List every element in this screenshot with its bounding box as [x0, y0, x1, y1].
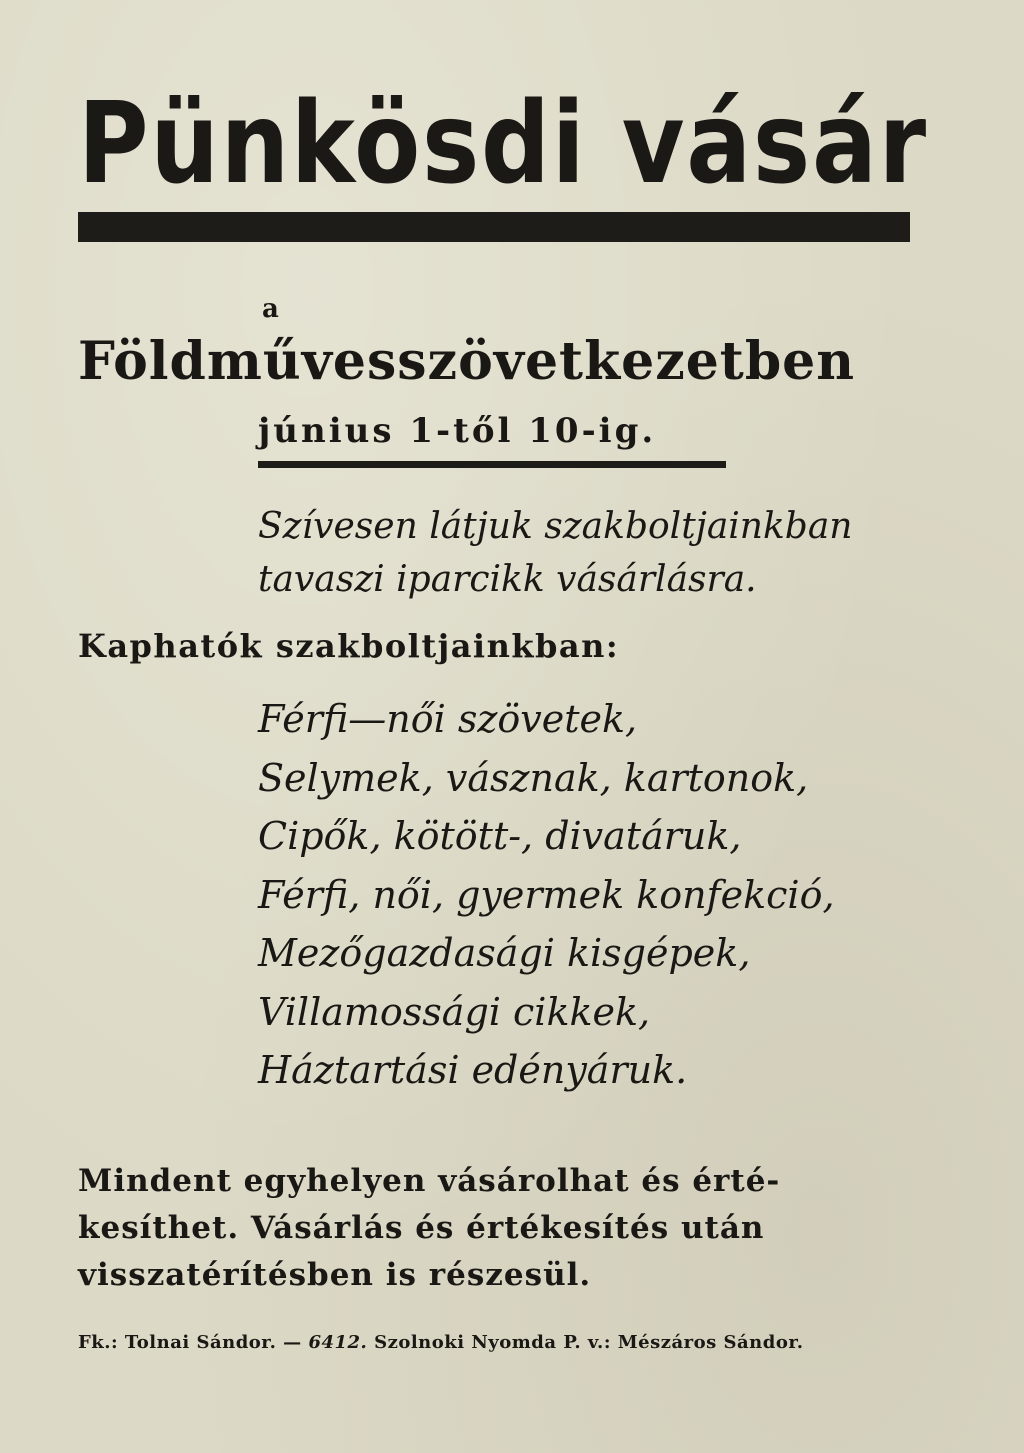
- invitation-line: Szívesen látjuk szakboltjainkban: [258, 506, 853, 547]
- publisher-credit: Fk.: Tolnai Sándor. —: [78, 1332, 302, 1353]
- print-credit-footer: [78, 1334, 803, 1352]
- print-number: 6412.: [308, 1332, 368, 1353]
- goods-list-item: Villamossági cikkek,: [258, 989, 651, 1034]
- goods-list-item: Cipők, kötött-, divatáruk,: [258, 814, 742, 858]
- title-underline-bar: [78, 212, 910, 242]
- goods-list-item: Selymek, vásznak, kartonok,: [258, 755, 809, 800]
- goods-list-item: Férfi, női, gyermek konfekció,: [258, 872, 835, 917]
- invitation-text: [258, 500, 938, 606]
- sale-dates: június 1-től 10-ig.: [258, 411, 657, 451]
- closing-line: kesíthet. Vásárlás és értékesítés után: [78, 1210, 765, 1246]
- goods-list: [258, 690, 958, 1100]
- article-word: a: [262, 294, 279, 324]
- closing-paragraph: [78, 1158, 918, 1299]
- available-heading: Kaphatók szakboltjainkban:: [78, 627, 620, 665]
- organization-name: Földművesszövetkezetben: [78, 331, 856, 392]
- goods-list-item: Háztartási edényáruk.: [258, 1048, 688, 1092]
- closing-line: visszatérítésben is részesül.: [78, 1257, 592, 1293]
- closing-line: Mindent egyhelyen vásárolhat és érté-: [78, 1163, 781, 1199]
- poster-title: Pünkösdi vásár: [78, 79, 928, 209]
- goods-list-item: Mezőgazdasági kisgépek,: [258, 931, 751, 975]
- dates-underline-bar: [258, 461, 726, 468]
- invitation-line: tavaszi iparcikk vásárlásra.: [258, 559, 757, 600]
- printer-credit: Szolnoki Nyomda P. v.: Mészáros Sándor.: [374, 1332, 804, 1353]
- goods-list-item: Férfi—női szövetek,: [258, 697, 638, 741]
